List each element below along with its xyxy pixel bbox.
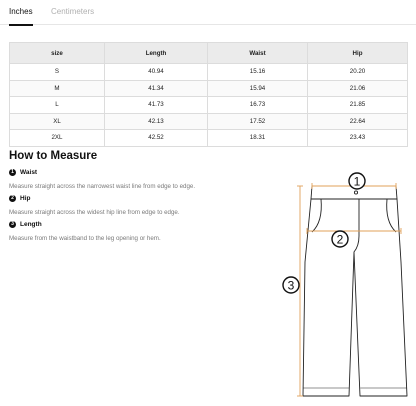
tab-centimeters[interactable]: Centimeters	[51, 7, 95, 16]
step-number-badge: 3	[9, 221, 16, 228]
step-hip-description: Measure straight across the widest hip line from edge to edge.	[9, 209, 180, 216]
cell-size: L	[10, 97, 105, 114]
cell-waist: 18.31	[208, 130, 308, 147]
cell-waist: 16.73	[208, 97, 308, 114]
step-number-badge: 1	[9, 169, 16, 176]
step-waist-description: Measure straight across the narrowest waist line from edge to edge.	[9, 183, 196, 190]
cell-size: M	[10, 80, 105, 97]
cell-length: 41.73	[105, 97, 208, 114]
marker-length-number: 3	[287, 278, 295, 293]
how-to-measure-title: How to Measure	[9, 150, 98, 162]
step-label-text: Hip	[20, 195, 31, 202]
cell-hip: 23.43	[308, 130, 408, 147]
marker-hip	[332, 231, 348, 247]
cell-hip: 22.64	[308, 113, 408, 130]
cell-size: 2XL	[10, 130, 105, 147]
cell-size: S	[10, 64, 105, 81]
cell-length: 40.94	[105, 64, 208, 81]
marker-waist	[349, 173, 365, 189]
tab-inches[interactable]: Inches	[9, 7, 33, 16]
step-length-description: Measure from the waistband to the leg opening or hem.	[9, 235, 161, 242]
cell-hip: 21.06	[308, 80, 408, 97]
step-number-badge: 2	[9, 195, 16, 202]
header-waist: Waist	[208, 43, 308, 64]
cell-length: 41.34	[105, 80, 208, 97]
cell-length: 42.13	[105, 113, 208, 130]
step-label-text: Length	[20, 221, 42, 228]
step-label-text: Waist	[20, 169, 38, 176]
header-hip: Hip	[308, 43, 408, 64]
cell-waist: 15.16	[208, 64, 308, 81]
marker-hip-number: 2	[336, 232, 344, 247]
cell-hip: 21.85	[308, 97, 408, 114]
cell-waist: 15.94	[208, 80, 308, 97]
cell-length: 42.52	[105, 130, 208, 147]
cell-waist: 17.52	[208, 113, 308, 130]
marker-length	[283, 277, 299, 293]
cell-size: XL	[10, 113, 105, 130]
header-length: Length	[105, 43, 208, 64]
marker-waist-number: 1	[353, 174, 361, 189]
cell-hip: 20.20	[308, 64, 408, 81]
header-size: size	[10, 43, 105, 64]
pants-illustration	[303, 186, 407, 396]
